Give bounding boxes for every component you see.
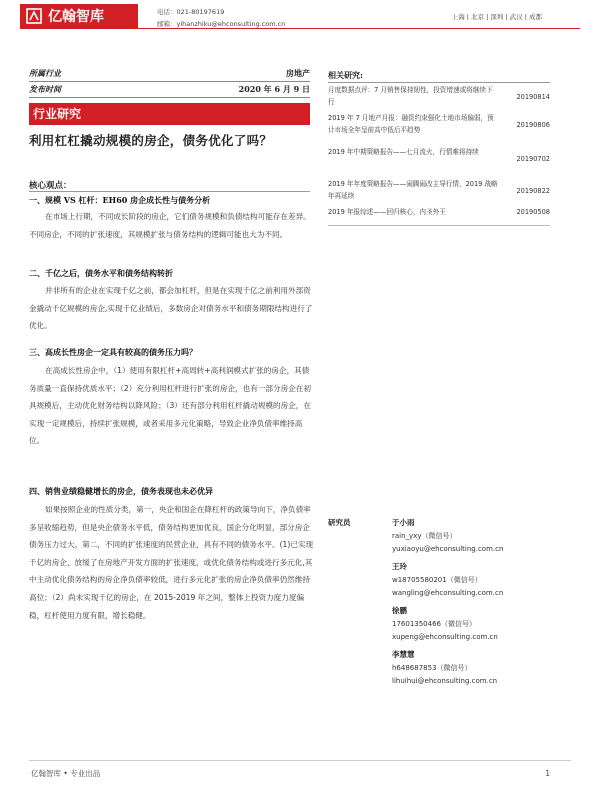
- logo-mark-icon: [26, 8, 42, 24]
- header-divider: [20, 28, 580, 29]
- core-paragraph-1: 在市场上行期，不同成长阶段的房企，它们债务规模和负债结构可能存在差异。不同房企，不同的扩张速度，其规模扩张与债务结构的逻辑可能也大为不同。: [29, 212, 311, 239]
- analyst-wechat: rain_yxy（微信号）: [392, 532, 457, 540]
- related-date: 20190814: [516, 93, 550, 101]
- core-heading-1: 一、规模 VS 杠杆：EH60 房企成长性与债务分析: [29, 195, 211, 205]
- meta-date-row: [29, 84, 310, 98]
- footer-text: 亿翰智库 • 专业出品: [31, 769, 101, 778]
- related-date: 20190508: [516, 208, 550, 216]
- contact-phone: 电话：021-80197619: [157, 8, 225, 16]
- core-label: 核心观点：: [29, 181, 72, 191]
- analyst-name: 徐鹏: [392, 606, 407, 615]
- related-title: 月度数据点评：7 月销售保持韧性，投资增速或将继续下行: [328, 86, 493, 106]
- page-number: 1: [545, 769, 550, 778]
- core-paragraph-4: 如果按照企业的性质分类，第一，央企和国企在降杠杆的政策导向下，净负债率多呈收缩趋势，但是央企债务水平低，债务结构更加优良，国企分化明显，部分房企债务压力过大。第二，不同的扩张速度的民营企业，具有不同的债务水平。(1)已实现千亿的房企，放缓了在房地产开发方面的扩张速度，或优化债务结构或进行多元化,其中主动优化债务结构的房企净负债率较低，进行多元化扩张的房企净负债率仍然维持高位；（2）尚未实现千亿的房企，在 2015-2019 年之间，整体上投资力度力度偏稳，杠杆使用力度有限，增长稳健。: [29, 505, 314, 620]
- analyst-wechat: h648687853（微信号）: [392, 664, 472, 672]
- analyst-email[interactable]: yuxiaoyu@ehconsulting.com.cn: [392, 545, 504, 553]
- core-divider: [29, 191, 310, 192]
- contact-info: [157, 6, 285, 30]
- related-date: 20190822: [516, 187, 550, 195]
- industry-value: 房地产: [286, 68, 310, 78]
- core-paragraph-2: 并非所有的企业在实现千亿之前，都会加杠杆，但是在实现千亿之前利用外部资金撬动千亿规模的房企,实现千亿业绩后，多数房企对债务水平和债务期限结构进行了优化。: [29, 286, 313, 331]
- analyst-wechat: 17601350466（微信号）: [392, 620, 476, 628]
- core-heading-3: 三、高成长性房企一定具有较高的债务压力吗？: [29, 347, 197, 357]
- related-title: 2019 年中期策略报告——七月流火，行情难将持续: [328, 148, 479, 156]
- related-bottom-divider: [328, 225, 550, 226]
- report-title: 利用杠杠撬动规模的房企，债务优化了吗？: [29, 133, 273, 148]
- related-title: 2019 年报综述——回归核心，内圣外王: [328, 208, 446, 216]
- analyst-email[interactable]: wangling@ehconsulting.com.cn: [392, 589, 504, 597]
- meta-divider: [29, 81, 310, 82]
- industry-label: 所属行业: [29, 68, 61, 78]
- footer-divider: [29, 760, 571, 761]
- meta-industry-row: [29, 68, 310, 82]
- company-logo: [20, 4, 138, 28]
- core-heading-4: 四、销售业绩稳健增长的房企，债务表现也未必优异: [29, 486, 213, 496]
- date-label: 发布时间: [29, 84, 61, 94]
- core-paragraph-3: 在高成长性房企中，（1）使用有限杠杆+高周转+高利润模式扩张的房企，其债务质量一直保持优质水平；（2）充分利用杠杆进行扩张的房企，也有一部分房企在初具规模后，主动优化财务结构以降风险；（3）还有部分利用杠杆撬动规模的房企，在实现一定规模后，持续扩张规模，或者采用多元化策略，导致企业净负债率维持高位。: [29, 366, 311, 446]
- office-cities: 上海 | 北京 | 深圳 | 武汉 | 成都: [451, 13, 542, 21]
- analyst-name: 于小雨: [392, 518, 415, 527]
- analyst-email[interactable]: xupeng@ehconsulting.com.cn: [392, 633, 498, 641]
- core-heading-2: 二、千亿之后，债务水平和债务结构转折: [29, 268, 173, 278]
- analysts-label: 研究员: [328, 518, 351, 527]
- date-value: 2020 年 6 月 9 日: [238, 84, 310, 94]
- section-label: 行业研究: [29, 103, 310, 125]
- analyst-wechat: w18705580201（微信号）: [392, 576, 482, 584]
- related-label: 相关研究:: [328, 70, 363, 80]
- analyst-name: 王玲: [392, 562, 407, 571]
- contact-email: 邮箱：yihanzhiku@ehconsulting.com.cn: [157, 20, 286, 28]
- related-title: 2019 年年度策略报告——闹腾闹改主导行情，2019 战略年再延续: [328, 180, 498, 200]
- meta-divider-2: [29, 97, 310, 98]
- analyst-name: 李慧慧: [392, 650, 415, 659]
- related-title: 2019 年 7 月地产月报：融资约束强化土地市场偏弱，预计市场全年呈前高中低后平趋势: [328, 114, 494, 134]
- related-date: 20190806: [516, 121, 550, 129]
- related-divider: [328, 82, 550, 83]
- logo-text: 亿翰智库: [48, 9, 104, 25]
- related-date: 20190702: [516, 155, 550, 163]
- analyst-email[interactable]: lihuihui@ehconsulting.com.cn: [392, 677, 498, 685]
